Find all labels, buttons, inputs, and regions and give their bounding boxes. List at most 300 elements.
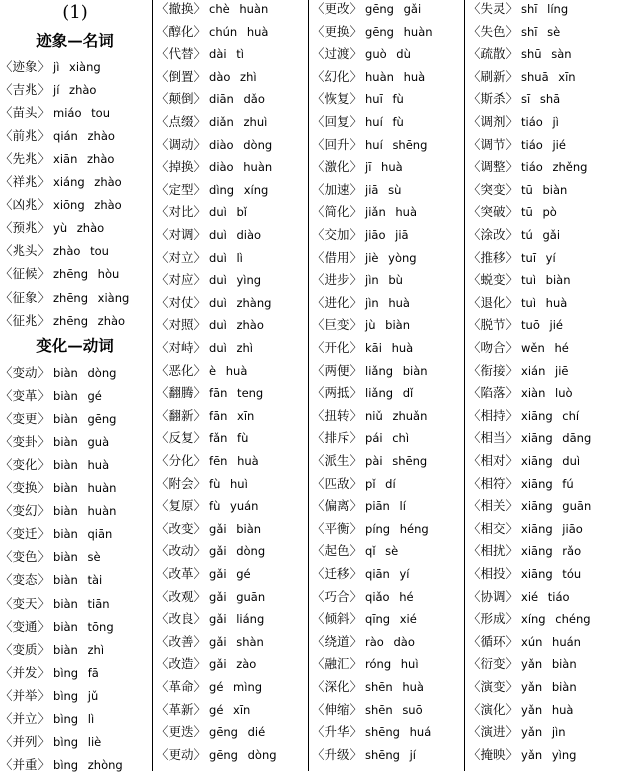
word-entry	[0, 147, 114, 170]
entry-pinyin: xíng chéng	[521, 612, 591, 627]
entry-pinyin: tuī yí	[521, 250, 556, 265]
entry-word: 〈斯杀〉	[468, 91, 519, 107]
word-entry	[312, 200, 417, 223]
entry-pinyin: biàn gé	[53, 389, 102, 404]
entry-pinyin: rào dào	[365, 634, 415, 649]
word-entry	[156, 494, 258, 517]
entry-pinyin: sī shā	[521, 92, 561, 107]
word-entry	[156, 313, 264, 336]
entry-word: 〈复原〉	[156, 498, 207, 514]
word-entry	[468, 0, 568, 20]
entry-word: 〈改良〉	[156, 611, 207, 627]
word-entry	[468, 449, 580, 472]
entry-word: 〈改善〉	[156, 633, 207, 649]
entry-word: 〈对立〉	[156, 249, 207, 265]
word-entry	[156, 20, 268, 43]
word-entry	[0, 430, 109, 453]
word-entry	[468, 178, 567, 201]
entry-pinyin: huí shēng	[365, 137, 428, 152]
word-entry	[468, 720, 566, 743]
entry-pinyin: liǎng dǐ	[365, 386, 414, 401]
entry-word: 〈改革〉	[156, 566, 207, 581]
word-entry	[156, 268, 261, 291]
word-entry	[312, 133, 427, 156]
word-entry	[0, 55, 101, 78]
entry-word: 〈更换〉	[312, 23, 363, 39]
word-entry	[156, 720, 265, 743]
word-entry	[0, 124, 115, 147]
entry-word: 〈排斥〉	[312, 430, 363, 446]
entry-pinyin: duì lì	[209, 250, 243, 265]
entry-pinyin: è huà	[209, 363, 248, 378]
entry-pinyin: diān dǎo	[209, 92, 265, 107]
word-entry	[0, 615, 114, 638]
entry-word: 〈变化〉	[0, 457, 51, 473]
entry-pinyin: fǎn fù	[209, 431, 249, 446]
entry-pinyin: píng héng	[365, 521, 429, 536]
entry-pinyin: xiāng guān	[521, 499, 592, 514]
entry-word: 〈变换〉	[0, 480, 51, 496]
entry-pinyin: duì zhàng	[209, 295, 272, 310]
word-entry	[156, 291, 271, 314]
entry-pinyin: jiāo jiā	[365, 228, 409, 242]
entry-word: 〈融汇〉	[312, 656, 363, 672]
word-entry	[312, 65, 425, 88]
entry-word: 〈迁移〉	[312, 566, 363, 581]
entry-pinyin: biàn dòng	[53, 366, 117, 380]
entry-word: 〈开化〉	[312, 340, 363, 355]
entry-word: 〈相当〉	[468, 430, 519, 446]
entry-word: 〈扭转〉	[312, 407, 363, 423]
word-entry	[156, 449, 259, 472]
entry-pinyin: biàn huà	[53, 458, 110, 473]
entry-word: 〈对比〉	[156, 204, 207, 220]
entry-word: 〈祥兆〉	[0, 174, 51, 190]
entry-pinyin: fù yuán	[209, 499, 259, 514]
word-entry	[468, 359, 568, 382]
entry-word: 〈退化〉	[468, 294, 519, 310]
word-entry	[0, 309, 125, 332]
entry-pinyin: jiā sù	[365, 182, 402, 197]
word-entry	[0, 216, 104, 239]
entry-pinyin: gǎi shàn	[209, 634, 264, 649]
word-entry	[156, 652, 256, 675]
entry-word: 〈相交〉	[468, 520, 519, 536]
entry-pinyin: yǎn huà	[521, 702, 574, 717]
entry-pinyin: niǔ zhuǎn	[365, 408, 428, 423]
entry-pinyin: shēng huá	[365, 725, 432, 740]
entry-pinyin: gēng huàn	[365, 24, 433, 39]
word-entry	[468, 675, 577, 698]
word-entry	[0, 545, 101, 568]
word-entry	[468, 155, 587, 178]
entry-pinyin: gǎi dòng	[209, 544, 266, 559]
word-entry	[312, 562, 410, 585]
word-entry	[468, 426, 591, 449]
entry-word: 〈颠倒〉	[156, 91, 207, 107]
entry-pinyin: xiáng zhào	[53, 175, 122, 190]
word-entry	[312, 698, 423, 721]
entry-pinyin: xiàn luò	[521, 386, 573, 401]
column-divider	[152, 0, 153, 771]
entry-pinyin: xiāng fú	[521, 476, 574, 491]
word-entry	[468, 404, 579, 427]
entry-pinyin: gēng dòng	[209, 747, 277, 762]
word-entry	[156, 675, 262, 698]
entry-pinyin: liǎng biàn	[365, 363, 428, 378]
entry-word: 〈前兆〉	[0, 128, 51, 144]
word-entry	[0, 522, 112, 545]
word-entry	[0, 661, 99, 684]
word-entry	[312, 472, 396, 495]
entry-word: 〈突破〉	[468, 204, 519, 220]
entry-pinyin: gēng gǎi	[365, 2, 422, 16]
word-entry	[0, 384, 102, 407]
entry-pinyin: duì yìng	[209, 273, 262, 288]
word-entry	[0, 361, 116, 384]
word-entry	[468, 313, 563, 336]
entry-pinyin: biàn tài	[53, 573, 103, 588]
entry-word: 〈升华〉	[312, 724, 363, 740]
entry-word: 〈突变〉	[468, 181, 519, 197]
entry-pinyin: chè huàn	[209, 2, 269, 16]
entry-word: 〈进步〉	[312, 272, 363, 288]
entry-word: 〈推移〉	[468, 249, 519, 265]
entry-pinyin: pǐ dí	[365, 476, 396, 491]
entry-pinyin: xiān zhào	[53, 152, 115, 167]
word-entry	[312, 110, 404, 133]
entry-pinyin: kāi huà	[365, 341, 414, 355]
word-entry	[156, 246, 243, 269]
entry-pinyin: dìng xíng	[209, 182, 269, 197]
entry-pinyin: diǎn zhuì	[209, 115, 268, 129]
entry-word: 〈对应〉	[156, 272, 207, 288]
entry-word: 〈改造〉	[156, 656, 207, 672]
entry-word: 〈失色〉	[468, 23, 519, 39]
entry-word: 〈相符〉	[468, 475, 519, 491]
word-entry	[312, 652, 419, 675]
word-entry	[156, 223, 261, 246]
entry-pinyin: qīng xié	[365, 612, 417, 627]
entry-pinyin: qǐ sè	[365, 544, 399, 559]
entry-word: 〈涂改〉	[468, 227, 519, 242]
entry-pinyin: gēng dié	[209, 725, 266, 740]
entry-word: 〈伸缩〉	[312, 701, 363, 717]
entry-pinyin: biàn gēng	[53, 412, 117, 427]
entry-pinyin: duì zhì	[209, 341, 253, 355]
section-title-verbs: 变化—动词	[36, 336, 114, 355]
entry-word: 〈分化〉	[156, 453, 207, 468]
column-divider	[308, 0, 309, 771]
word-entry	[156, 404, 254, 427]
word-entry	[0, 193, 122, 216]
entry-pinyin: shī sè	[521, 24, 561, 39]
entry-pinyin: fēn huà	[209, 454, 259, 468]
word-entry	[468, 246, 556, 269]
word-entry	[468, 743, 576, 766]
entry-word: 〈改动〉	[156, 543, 207, 559]
word-entry	[468, 652, 577, 675]
word-entry	[468, 472, 574, 495]
entry-pinyin: bìng lì	[53, 711, 95, 726]
word-entry	[312, 42, 411, 65]
entry-word: 〈相投〉	[468, 566, 519, 581]
entry-word: 〈相关〉	[468, 498, 519, 514]
entry-pinyin: duì bǐ	[209, 205, 247, 220]
entry-word: 〈平衡〉	[312, 520, 363, 536]
entry-pinyin: xiāng chí	[521, 408, 580, 423]
word-entry	[156, 359, 247, 382]
entry-word: 〈失灵〉	[468, 1, 519, 16]
entry-word: 〈改观〉	[156, 588, 207, 604]
entry-pinyin: shēng jí	[365, 747, 417, 762]
entry-pinyin: shēn suō	[365, 702, 423, 717]
entry-pinyin: bìng zhòng	[53, 757, 123, 772]
entry-pinyin: tuì biàn	[521, 273, 571, 288]
word-entry	[156, 133, 272, 156]
word-entry	[312, 675, 424, 698]
entry-word: 〈反复〉	[156, 430, 207, 446]
word-entry	[468, 87, 560, 110]
entry-word: 〈改变〉	[156, 520, 207, 536]
entry-pinyin: jìn huà	[365, 295, 410, 310]
word-entry	[468, 291, 567, 314]
entry-word: 〈变卦〉	[0, 434, 51, 450]
entry-word: 〈变幻〉	[0, 503, 51, 519]
word-entry	[312, 155, 403, 178]
entry-word: 〈相扰〉	[468, 543, 519, 559]
entry-pinyin: tuō jié	[521, 318, 563, 333]
entry-pinyin: xián jiē	[521, 363, 569, 378]
word-entry	[312, 291, 410, 314]
entry-pinyin: pài shēng	[365, 454, 428, 468]
entry-pinyin: duì zhào	[209, 318, 264, 333]
entry-word: 〈恶化〉	[156, 362, 207, 378]
entry-pinyin: gé xīn	[209, 702, 251, 717]
entry-pinyin: xiāng rǎo	[521, 544, 582, 559]
entry-word: 〈倒置〉	[156, 68, 207, 84]
entry-word: 〈并举〉	[0, 687, 51, 703]
word-entry	[468, 539, 581, 562]
entry-word: 〈疏散〉	[468, 46, 519, 62]
entry-word: 〈相持〉	[468, 407, 519, 423]
entry-pinyin: fù huì	[209, 476, 248, 491]
column-divider	[464, 0, 465, 771]
entry-word: 〈相对〉	[468, 453, 519, 468]
word-entry	[312, 539, 398, 562]
word-entry	[468, 494, 591, 517]
entry-word: 〈附会〉	[156, 475, 207, 491]
entry-word: 〈刷新〉	[468, 68, 519, 84]
entry-word: 〈醇化〉	[156, 23, 207, 39]
word-entry	[312, 20, 433, 43]
word-entry	[0, 638, 104, 661]
entry-pinyin: diào dòng	[209, 137, 273, 152]
entry-word: 〈循环〉	[468, 633, 519, 649]
entry-word: 〈苗头〉	[0, 105, 51, 121]
word-entry	[468, 20, 560, 43]
entry-pinyin: tú gǎi	[521, 228, 561, 242]
entry-pinyin: zhēng hòu	[53, 267, 120, 282]
entry-word: 〈翻腾〉	[156, 385, 207, 401]
entry-word: 〈脱节〉	[468, 317, 519, 333]
entry-pinyin: duì diào	[209, 228, 262, 242]
entry-pinyin: tū pò	[521, 205, 557, 220]
entry-pinyin: gǎi liáng	[209, 612, 265, 627]
entry-word: 〈变更〉	[0, 411, 51, 427]
word-entry	[468, 133, 566, 156]
word-entry	[156, 472, 248, 495]
word-entry	[312, 359, 428, 382]
word-entry	[468, 110, 559, 133]
entry-pinyin: jìn bù	[365, 273, 403, 288]
entry-word: 〈变态〉	[0, 572, 51, 588]
entry-pinyin: fān xīn	[209, 408, 255, 423]
word-entry	[0, 407, 116, 430]
entry-word: 〈变质〉	[0, 641, 51, 657]
word-entry	[312, 426, 409, 449]
entry-word: 〈变通〉	[0, 618, 51, 634]
entry-word: 〈衍变〉	[468, 656, 519, 672]
entry-word: 〈激化〉	[312, 159, 363, 175]
word-entry	[312, 0, 421, 20]
entry-word: 〈陷落〉	[468, 385, 519, 401]
entry-word: 〈并发〉	[0, 664, 51, 680]
entry-pinyin: huí fù	[365, 115, 404, 129]
entry-pinyin: dào zhì	[209, 69, 257, 84]
entry-pinyin: jiǎn huà	[365, 205, 418, 220]
word-entry	[312, 313, 410, 336]
entry-pinyin: jù biàn	[365, 318, 410, 333]
entry-word: 〈升级〉	[312, 746, 363, 762]
entry-word: 〈演进〉	[468, 724, 519, 740]
entry-pinyin: yǎn yìng	[521, 747, 577, 762]
entry-word: 〈掩映〉	[468, 746, 519, 762]
entry-pinyin: jí zhào	[53, 83, 97, 98]
word-entry	[156, 630, 264, 653]
entry-pinyin: qiǎo hé	[365, 589, 414, 604]
entry-word: 〈迹象〉	[0, 59, 51, 74]
word-entry	[0, 753, 123, 776]
entry-pinyin: jiè yòng	[365, 250, 417, 265]
entry-word: 〈更迭〉	[156, 724, 207, 740]
entry-word: 〈更改〉	[312, 1, 363, 16]
entry-pinyin: tiáo jié	[521, 137, 566, 152]
entry-word: 〈预兆〉	[0, 220, 51, 236]
word-entry	[468, 698, 573, 721]
word-entry	[468, 200, 557, 223]
entry-pinyin: piān lí	[365, 499, 406, 514]
entry-word: 〈对调〉	[156, 227, 207, 242]
entry-word: 〈两便〉	[312, 362, 363, 378]
word-entry	[0, 78, 96, 101]
word-entry	[0, 592, 110, 615]
entry-pinyin: tiáo jì	[521, 115, 559, 129]
entry-word: 〈革新〉	[156, 701, 207, 717]
word-entry	[312, 720, 431, 743]
word-entry	[468, 268, 571, 291]
word-entry	[156, 336, 253, 359]
entry-word: 〈革命〉	[156, 679, 207, 694]
word-entry	[468, 607, 591, 630]
entry-pinyin: zhào tou	[53, 244, 109, 259]
page-number: (1)	[62, 2, 88, 23]
word-entry	[156, 426, 248, 449]
word-entry	[312, 404, 427, 427]
entry-pinyin: bìng jǔ	[53, 688, 99, 703]
entry-pinyin: xiāng duì	[521, 454, 581, 468]
entry-pinyin: xiāng tóu	[521, 567, 582, 581]
word-entry	[468, 381, 573, 404]
entry-word: 〈演变〉	[468, 679, 519, 694]
entry-pinyin: shuā xīn	[521, 69, 576, 84]
entry-word: 〈征象〉	[0, 289, 51, 305]
entry-pinyin: biàn zhì	[53, 642, 105, 657]
entry-word: 〈简化〉	[312, 204, 363, 220]
word-entry	[156, 539, 265, 562]
word-entry	[156, 743, 277, 766]
word-entry	[0, 453, 109, 476]
word-entry	[468, 517, 583, 540]
entry-pinyin: pái chì	[365, 431, 410, 446]
word-entry	[312, 607, 417, 630]
entry-word: 〈巨变〉	[312, 317, 363, 333]
entry-pinyin: huī fù	[365, 92, 404, 107]
section-title-nouns: 迹象—名词	[36, 31, 114, 50]
word-entry	[468, 336, 569, 359]
entry-word: 〈深化〉	[312, 679, 363, 694]
entry-word: 〈借用〉	[312, 249, 363, 265]
entry-word: 〈回复〉	[312, 114, 363, 129]
word-entry	[0, 568, 102, 591]
word-entry	[0, 730, 101, 753]
entry-pinyin: jī huà	[365, 160, 403, 175]
entry-word: 〈进化〉	[312, 294, 363, 310]
word-entry	[0, 476, 116, 499]
entry-word: 〈偏离〉	[312, 498, 363, 514]
entry-pinyin: guò dù	[365, 47, 411, 62]
entry-pinyin: biàn tiān	[53, 596, 110, 611]
entry-pinyin: dài tì	[209, 47, 244, 62]
entry-pinyin: wěn hé	[521, 341, 569, 355]
entry-word: 〈变迁〉	[0, 526, 51, 542]
word-entry	[0, 707, 94, 730]
entry-pinyin: diào huàn	[209, 160, 273, 175]
entry-word: 〈匹敌〉	[312, 475, 363, 491]
entry-pinyin: jì xiàng	[53, 60, 101, 74]
word-entry	[0, 499, 116, 522]
word-entry	[156, 65, 257, 88]
word-entry	[156, 87, 265, 110]
word-entry	[312, 223, 409, 246]
entry-pinyin: gǎi zào	[209, 657, 257, 672]
entry-pinyin: zhēng zhào	[53, 313, 126, 328]
entry-word: 〈衔接〉	[468, 362, 519, 378]
entry-pinyin: chún huà	[209, 24, 269, 39]
entry-pinyin: qiān yí	[365, 567, 410, 581]
word-entry	[0, 101, 110, 124]
entry-word: 〈掉换〉	[156, 159, 207, 175]
entry-word: 〈定型〉	[156, 181, 207, 197]
word-entry	[0, 170, 122, 193]
word-entry	[156, 562, 251, 585]
entry-pinyin: yù zhào	[53, 221, 105, 236]
entry-pinyin: shēn huà	[365, 680, 424, 694]
entry-pinyin: biàn huàn	[53, 504, 117, 519]
entry-word: 〈恢复〉	[312, 91, 363, 107]
entry-pinyin: xún huán	[521, 634, 581, 649]
entry-word: 〈兆头〉	[0, 243, 51, 259]
